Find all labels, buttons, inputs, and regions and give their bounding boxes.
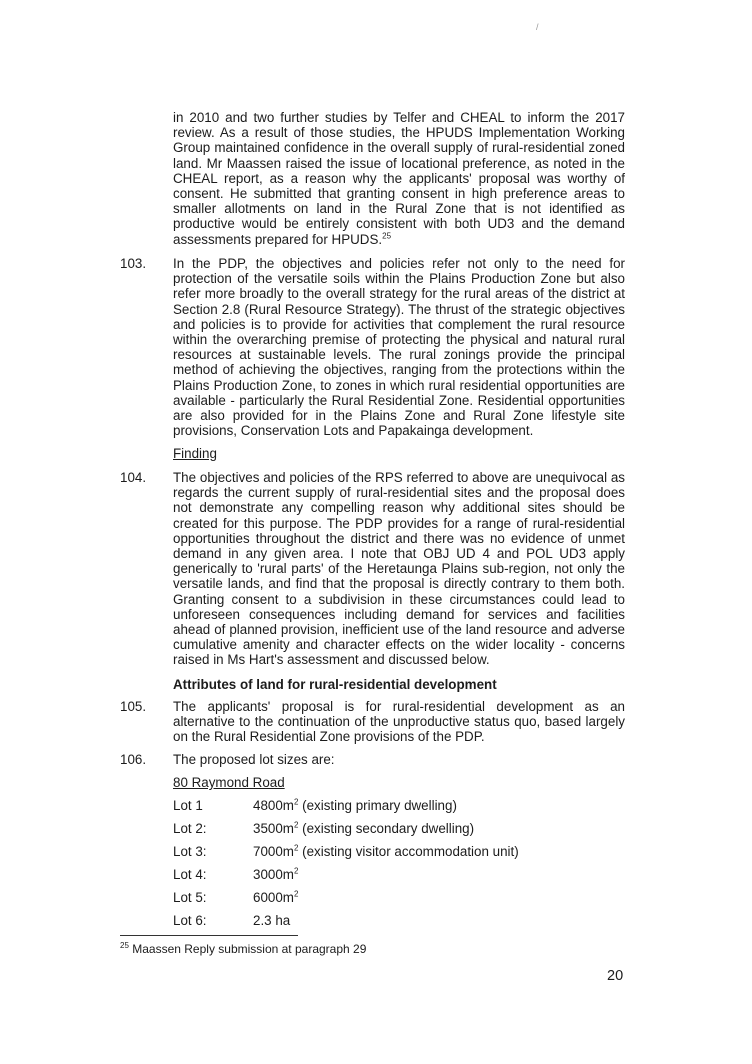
paragraph-106: The proposed lot sizes are: bbox=[173, 752, 335, 767]
attributes-heading: Attributes of land for rural-residential development bbox=[173, 677, 497, 692]
lot-size: 2.3 ha bbox=[253, 913, 291, 928]
paragraph-number-104: 104. bbox=[120, 470, 147, 485]
paragraph-105: The applicants' proposal is for rural-residential development as an alternative to the continuation of the unproductive status quo, based largely on the Rural Residential Zone provisions of the PDP. bbox=[173, 699, 625, 745]
footnote bbox=[120, 942, 366, 956]
lot-size: $3500m^2$ (existing secondary dwelling) bbox=[253, 820, 475, 836]
lot-size: $4800m^2$ (existing primary dwelling) bbox=[253, 797, 457, 813]
paragraph-number-105: 105. bbox=[120, 699, 147, 714]
paragraph-102-continued: in 2010 and two further studies by Telfer and CHEAL to inform the 2017 review. As a result of those studies, the HPUDS Implementation Working Group maintained confidence in the overall supply of rural-residential zoned land. Mr Maassen raised the issue of locational preference, as noted in the CHEAL report, as a reason why the applicants' proposal was worthy of consent. He submitted that granting consent in high preference areas to smaller allotments on land in the Rural Zone that is not identified as productive would be entirely consistent with both UD3 and the demand assessments prepared for HPUDS.$^{25}$ bbox=[173, 110, 625, 247]
footnote-ref: 25 bbox=[382, 231, 392, 241]
paragraph-103: In the PDP, the objectives and policies refer not only to the need for protection of the versatile soils within the Plains Production Zone but also refer more broadly to the overall strategy for the rural areas of the district at Section 2.8 (Rural Resource Strategy). The thrust of the strategic objectives and policies is to provide for activities that complement the rural resource within the overarching premise of protecting the physical and natural rural resources at sustainable levels. The rural zonings provide the principal method of achieving the objectives, ranging from the protections within the Plains Production Zone, to zones in which rural residential opportunities are available - particularly the Rural Residential Zone. Residential opportunities are also provided for in the Plains Zone and Rural Zone lifestyle site provisions, Conservation Lots and Papakainga development. bbox=[173, 256, 625, 439]
paragraph-104: The objectives and policies of the RPS referred to above are unequivocal as regards the current supply of rural-residential sites and the proposal does not demonstrate any compelling reason why additional sites should be created for this purpose. The PDP provides for a range of rural-residential opportunities throughout the district and there was no evidence of unmet demand in any given area. I note that OBJ UD 4 and POL UD3 apply generically to 'rural parts' of the Heretaunga Plains sub-region, not only the versatile lands, and find that the proposal is directly contrary to them both. Granting consent to a subdivision in these circumstances could lead to unforeseen consequences including demand for services and facilities ahead of planned provision, inefficient use of the land resource and adverse cumulative amenity and character effects on the wider locality - concerns raised in Ms Hart's assessment and discussed below. bbox=[173, 470, 625, 668]
lot-size: $6000m^2$ bbox=[253, 889, 299, 905]
finding-heading: Finding bbox=[173, 446, 217, 461]
paragraph-number-106: 106. bbox=[120, 752, 147, 767]
lot-label: Lot 1 bbox=[173, 798, 203, 813]
lot-label: Lot 5: bbox=[173, 890, 207, 905]
lot-label: Lot 6: bbox=[173, 913, 207, 928]
address-heading: 80 Raymond Road bbox=[173, 775, 285, 790]
lot-label: Lot 3: bbox=[173, 844, 207, 859]
page-number: 20 bbox=[607, 968, 624, 984]
footnote-text: Maassen Reply submission at paragraph 29 bbox=[128, 942, 367, 956]
scan-mark: / bbox=[536, 22, 539, 32]
lot-size: $3000m^2$ bbox=[253, 866, 299, 882]
lot-label: Lot 4: bbox=[173, 867, 207, 882]
lot-label: Lot 2: bbox=[173, 821, 207, 836]
footnote-number: 25 bbox=[120, 941, 129, 950]
footnote-separator bbox=[120, 935, 298, 936]
lot-size: $7000m^2$ (existing visitor accommodation unit) bbox=[253, 843, 519, 859]
paragraph-number-103: 103. bbox=[120, 256, 147, 271]
